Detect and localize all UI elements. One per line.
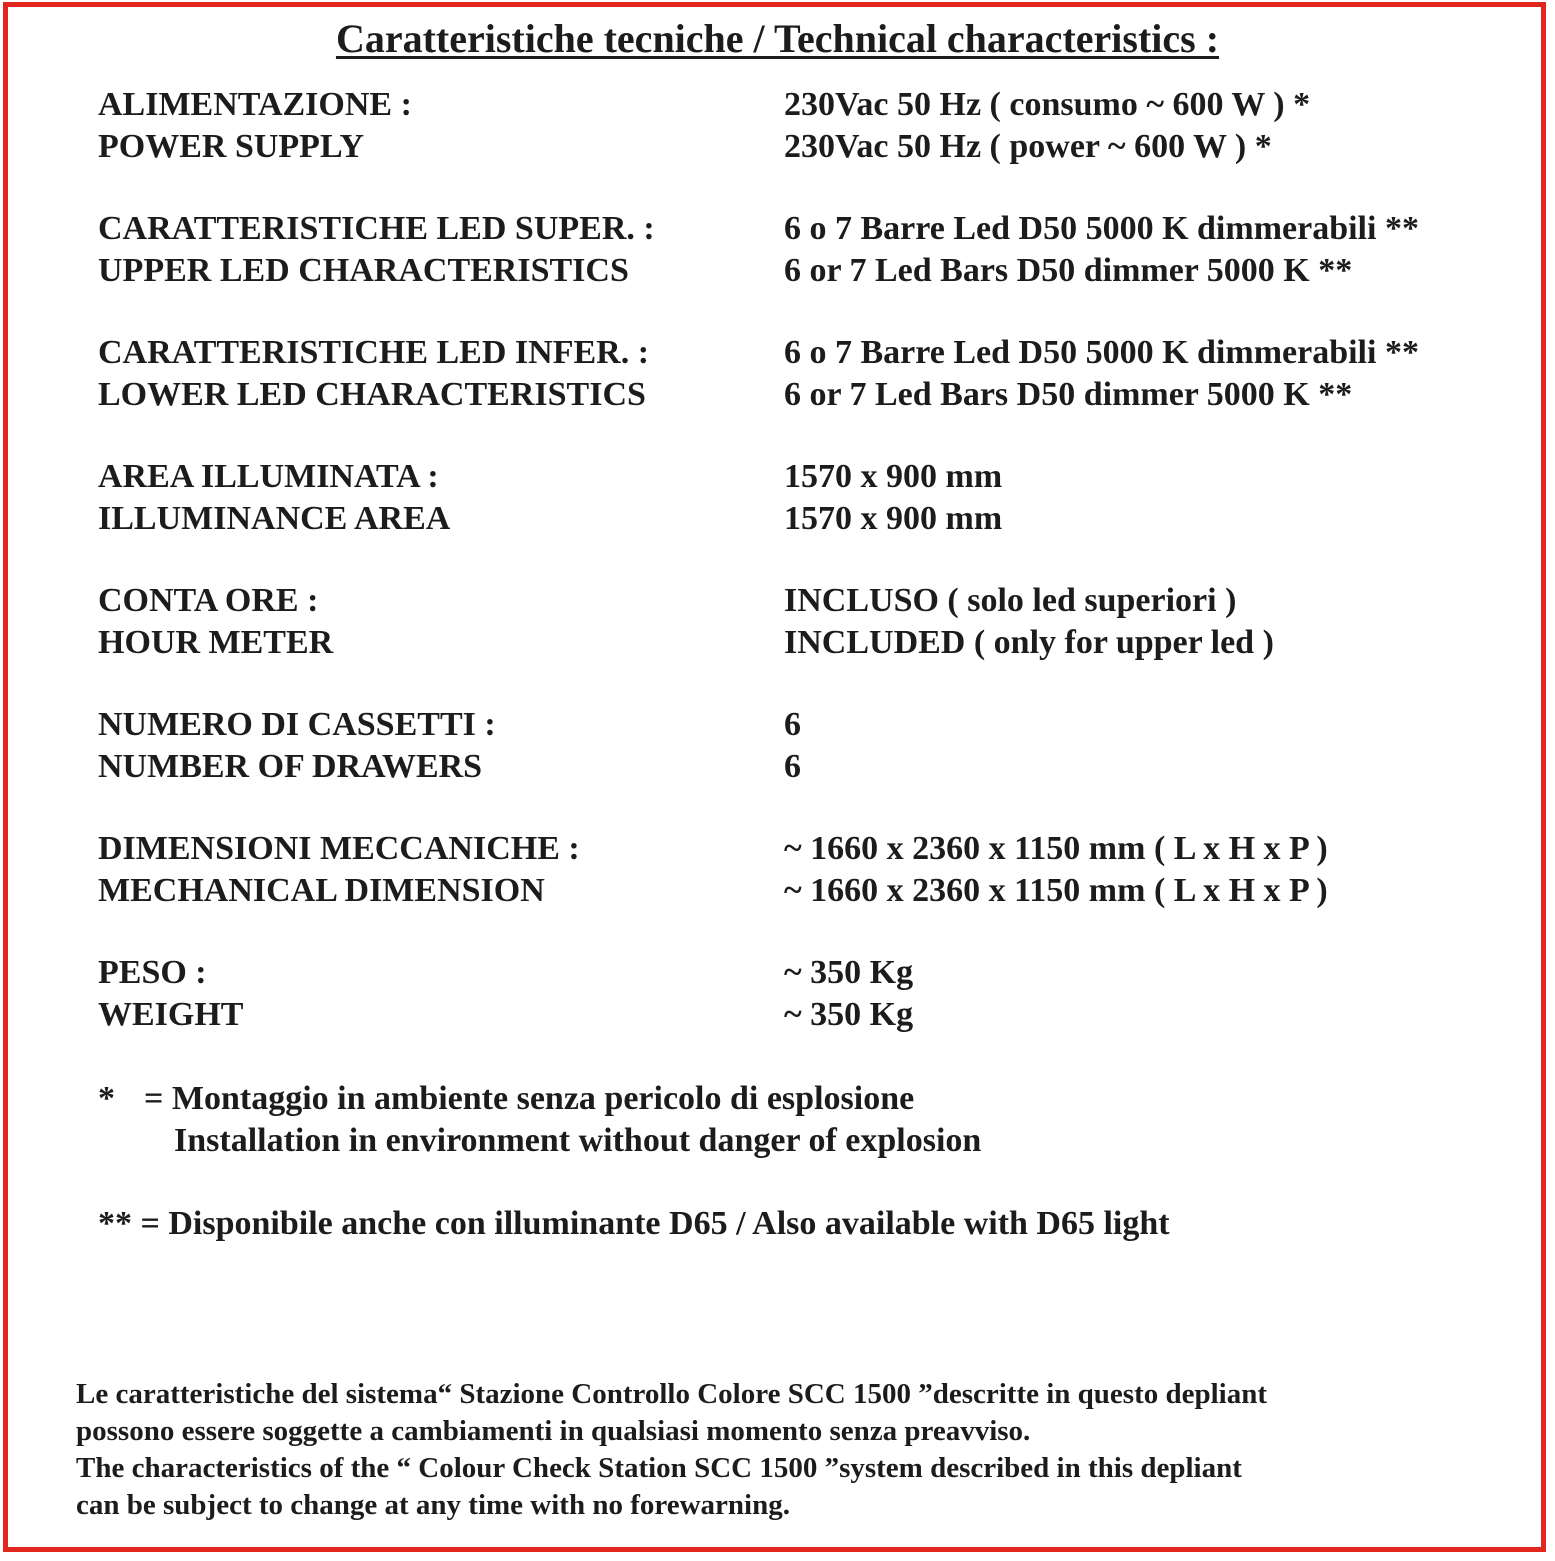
spec-value-en: 230Vac 50 Hz ( power ~ 600 W ) * xyxy=(784,128,1272,165)
spec-label-en: HOUR METER xyxy=(98,624,334,661)
spec-value-it: 6 o 7 Barre Led D50 5000 K dimmerabili ** xyxy=(784,334,1419,371)
spec-value-it: ~ 350 Kg xyxy=(784,954,914,991)
spec-label-it: DIMENSIONI MECCANICHE : xyxy=(98,830,580,867)
spec-label-it: AREA ILLUMINATA : xyxy=(98,458,439,495)
spec-label-en: MECHANICAL DIMENSION xyxy=(98,872,545,909)
spec-value-it: 6 xyxy=(784,706,801,743)
footnote-star-text-en: Installation in environment without danger of explosion xyxy=(174,1122,982,1159)
footnote-double-star: ** = Disponibile anche con illuminante D65 / Also available with D65 light xyxy=(98,1205,1170,1242)
spec-label-it: CARATTERISTICHE LED INFER. : xyxy=(98,334,650,371)
spec-label-it: NUMERO DI CASSETTI : xyxy=(98,706,496,743)
spec-row-upper-led xyxy=(0,208,1555,292)
spec-row-illuminance-area xyxy=(0,456,1555,540)
spec-value-it: ~ 1660 x 2360 x 1150 mm ( L x H x P ) xyxy=(784,830,1328,867)
spec-label-en: POWER SUPPLY xyxy=(98,128,365,165)
spec-value-en: INCLUDED ( only for upper led ) xyxy=(784,624,1274,661)
spec-label-it: PESO : xyxy=(98,954,207,991)
spec-label-en: WEIGHT xyxy=(98,996,244,1033)
spec-value-it: 6 o 7 Barre Led D50 5000 K dimmerabili ** xyxy=(784,210,1419,247)
spec-label-it: ALIMENTAZIONE : xyxy=(98,86,412,123)
spec-value-en: ~ 1660 x 2360 x 1150 mm ( L x H x P ) xyxy=(784,872,1328,909)
footnote-star-text-it: = Montaggio in ambiente senza pericolo di esplosione xyxy=(144,1080,915,1117)
page-title: Caratteristiche tecniche / Technical characteristics : xyxy=(335,16,1220,61)
spec-label-en: ILLUMINANCE AREA xyxy=(98,500,451,537)
spec-label-en: LOWER LED CHARACTERISTICS xyxy=(98,376,646,413)
spec-row-weight xyxy=(0,952,1555,1036)
disclaimer-line-3: The characteristics of the “ Colour Check Station SCC 1500 ”system described in this depliant xyxy=(76,1452,1242,1484)
spec-value-it: 1570 x 900 mm xyxy=(784,458,1003,495)
spec-value-en: 1570 x 900 mm xyxy=(784,500,1003,537)
spec-label-it: CONTA ORE : xyxy=(98,582,319,619)
spec-row-power-supply xyxy=(0,84,1555,168)
spec-value-it: INCLUSO ( solo led superiori ) xyxy=(784,582,1237,619)
footnote-star-marker: * xyxy=(98,1080,115,1117)
spec-row-hour-meter xyxy=(0,580,1555,664)
spec-row-drawers xyxy=(0,704,1555,788)
spec-row-lower-led xyxy=(0,332,1555,416)
spec-value-it: 230Vac 50 Hz ( consumo ~ 600 W ) * xyxy=(784,86,1311,123)
spec-label-it: CARATTERISTICHE LED SUPER. : xyxy=(98,210,655,247)
spec-value-en: 6 xyxy=(784,748,801,785)
disclaimer-line-4: can be subject to change at any time with no forewarning. xyxy=(76,1489,790,1521)
spec-label-en: UPPER LED CHARACTERISTICS xyxy=(98,252,629,289)
disclaimer-line-2: possono essere soggette a cambiamenti in qualsiasi momento senza preavviso. xyxy=(76,1415,1031,1447)
spec-value-en: 6 or 7 Led Bars D50 dimmer 5000 K ** xyxy=(784,376,1353,413)
spec-value-en: 6 or 7 Led Bars D50 dimmer 5000 K ** xyxy=(784,252,1353,289)
spec-row-dimensions xyxy=(0,828,1555,912)
disclaimer-line-1: Le caratteristiche del sistema“ Stazione Controllo Colore SCC 1500 ”descritte in questo depliant xyxy=(76,1378,1268,1410)
spec-label-en: NUMBER OF DRAWERS xyxy=(98,748,483,785)
spec-value-en: ~ 350 Kg xyxy=(784,996,914,1033)
